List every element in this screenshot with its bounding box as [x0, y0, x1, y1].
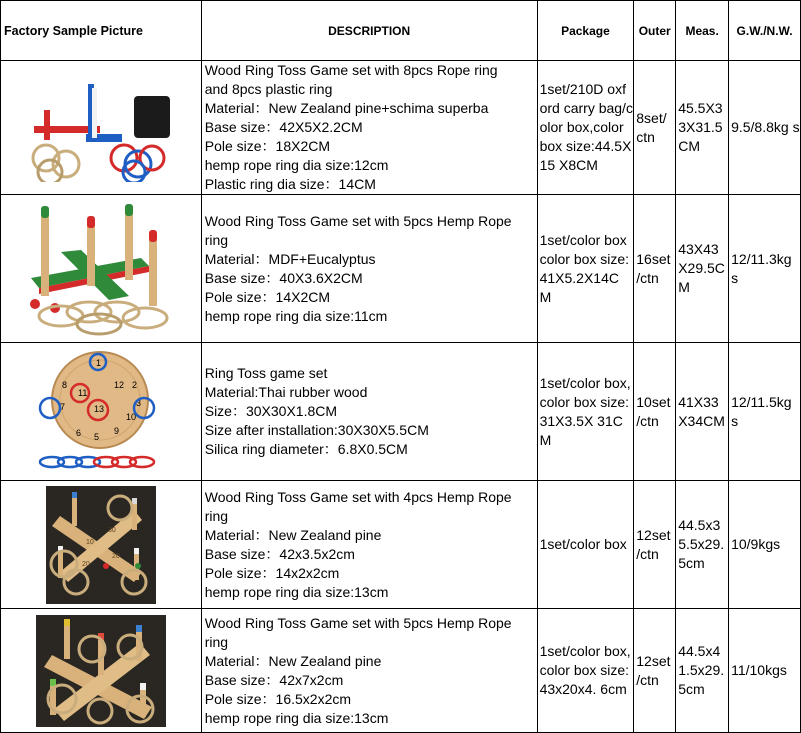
- base-label: 20: [111, 552, 120, 560]
- ring-toss-green-red-cross-image: [21, 200, 181, 338]
- description-line: hemp rope ring dia size:13cm: [204, 583, 389, 600]
- board-number: 7: [59, 401, 65, 412]
- description-cell: [201, 343, 537, 481]
- description-line: Ring Toss game set: [204, 365, 328, 381]
- gw-cell: 9.5/8.8kg s: [729, 61, 801, 195]
- header-picture: Factory Sample Picture: [1, 1, 202, 61]
- description-line: ring: [204, 231, 229, 248]
- table-row: [1, 609, 801, 733]
- description-line: Material：New Zealand pine: [204, 652, 382, 669]
- meas-cell: 44.5x3 5.5x29. 5cm: [676, 481, 729, 609]
- description-line: Base size：42x3.5x2cm: [204, 545, 355, 562]
- gw-cell: 11/10kgs: [729, 609, 801, 733]
- package-cell: 1set/color box,color box size:43x20x4. 6cm: [537, 609, 634, 733]
- board-number: 1: [95, 357, 101, 368]
- board-number: 11: [77, 387, 88, 398]
- header-package: Package: [537, 1, 634, 61]
- outer-cell: 12set /ctn: [634, 481, 676, 609]
- base-label: 20: [81, 560, 90, 568]
- outer-cell: 8set/ ctn: [634, 61, 676, 195]
- ring-toss-cross-5pcs-image: [36, 615, 166, 727]
- table-row: [1, 343, 801, 481]
- ring-toss-red-blue-stand-image: [26, 74, 176, 182]
- table-row: [1, 61, 801, 195]
- table-row: [1, 195, 801, 343]
- description-line: Material:Thai rubber wood: [204, 384, 368, 400]
- header-row: [1, 1, 801, 61]
- description-cell: [201, 61, 537, 195]
- picture-cell: [1, 195, 202, 343]
- board-number: 6: [75, 427, 81, 438]
- description-cell: [201, 481, 537, 609]
- description-line: hemp rope ring dia size:12cm: [204, 157, 389, 173]
- outer-cell: 10set /ctn: [634, 343, 676, 481]
- gw-cell: 12/11.5kg s: [729, 343, 801, 481]
- description-line: Pole size：14x2x2cm: [204, 564, 340, 581]
- description-line: Size：30X30X1.8CM: [204, 403, 338, 419]
- description-line: Pole size：18X2CM: [204, 138, 331, 154]
- description-line: hemp rope ring dia size:11cm: [204, 307, 388, 324]
- description-line: Pole size：16.5x2x2cm: [204, 690, 352, 707]
- description-line: Base size：42X5X2.2CM: [204, 119, 363, 135]
- outer-cell: 16set /ctn: [634, 195, 676, 343]
- package-cell: 1set/color box: [537, 481, 634, 609]
- picture-cell: [1, 61, 202, 195]
- meas-cell: 41X33 X34CM: [676, 343, 729, 481]
- meas-cell: 43X43 X29.5C M: [676, 195, 729, 343]
- gw-cell: 12/11.3kg s: [729, 195, 801, 343]
- board-number: 5: [93, 431, 99, 442]
- description-line: Material：New Zealand pine: [204, 526, 382, 543]
- description-cell: [201, 195, 537, 343]
- description-line: Silica ring diameter：6.8X0.5CM: [204, 441, 408, 457]
- description-line: ring: [204, 507, 229, 524]
- base-label: 30: [107, 526, 116, 534]
- picture-cell: [1, 481, 202, 609]
- description-line: Material：MDF+Eucalyptus: [204, 250, 376, 267]
- meas-cell: 45.5X3 3X31.5 CM: [676, 61, 729, 195]
- header-gw: G.W./N.W.: [729, 1, 801, 61]
- description-line: Pole size：14X2CM: [204, 288, 331, 305]
- package-cell: 1set/210D oxford carry bag/color box,color box size:44.5X15 X8CM: [537, 61, 634, 195]
- description-line: Wood Ring Toss Game set with 4pcs Hemp Rope: [204, 488, 512, 505]
- board-number: 3: [135, 397, 141, 408]
- picture-cell: [1, 609, 202, 733]
- meas-cell: 44.5x4 1.5x29. 5cm: [676, 609, 729, 733]
- base-label: 10: [85, 538, 94, 546]
- header-meas: Meas.: [676, 1, 729, 61]
- board-number: 10: [125, 411, 136, 422]
- description-line: hemp rope ring dia size:13cm: [204, 709, 389, 726]
- outer-cell: 12set /ctn: [634, 609, 676, 733]
- picture-cell: [1, 343, 202, 481]
- description-line: Wood Ring Toss Game set with 5pcs Hemp Rope: [204, 212, 512, 229]
- description-line: Size after installation:30X30X5.5CM: [204, 422, 429, 438]
- description-line: Base size：42x7x2cm: [204, 671, 344, 688]
- description-cell: [201, 609, 537, 733]
- description-line: Plastic ring dia size：14CM: [204, 176, 376, 192]
- description-line: Material：New Zealand pine+schima superba: [204, 100, 489, 116]
- description-line: ring: [204, 633, 229, 650]
- description-line: Wood Ring Toss Game set with 5pcs Hemp Rope: [204, 614, 512, 631]
- table-row: [1, 481, 801, 609]
- board-number: 9: [113, 425, 119, 436]
- board-number: 2: [131, 379, 137, 390]
- description-line: Base size：40X3.6X2CM: [204, 269, 363, 286]
- board-number: 13: [93, 403, 104, 414]
- gw-cell: 10/9kgs: [729, 481, 801, 609]
- package-cell: 1set/color box color box size: 41X5.2X14C M: [537, 195, 634, 343]
- ring-toss-cross-4pcs-image: [46, 486, 156, 604]
- board-number: 8: [61, 379, 67, 390]
- description-line: Wood Ring Toss Game set with 8pcs Rope ring: [204, 62, 498, 78]
- header-description: DESCRIPTION: [201, 1, 537, 61]
- description-line: and 8pcs plastic ring: [204, 81, 333, 97]
- hook-ring-board-image: [36, 348, 166, 476]
- board-number: 12: [113, 379, 124, 390]
- header-outer: Outer: [634, 1, 676, 61]
- package-cell: 1set/color box,color box size:31X3.5X 31CM: [537, 343, 634, 481]
